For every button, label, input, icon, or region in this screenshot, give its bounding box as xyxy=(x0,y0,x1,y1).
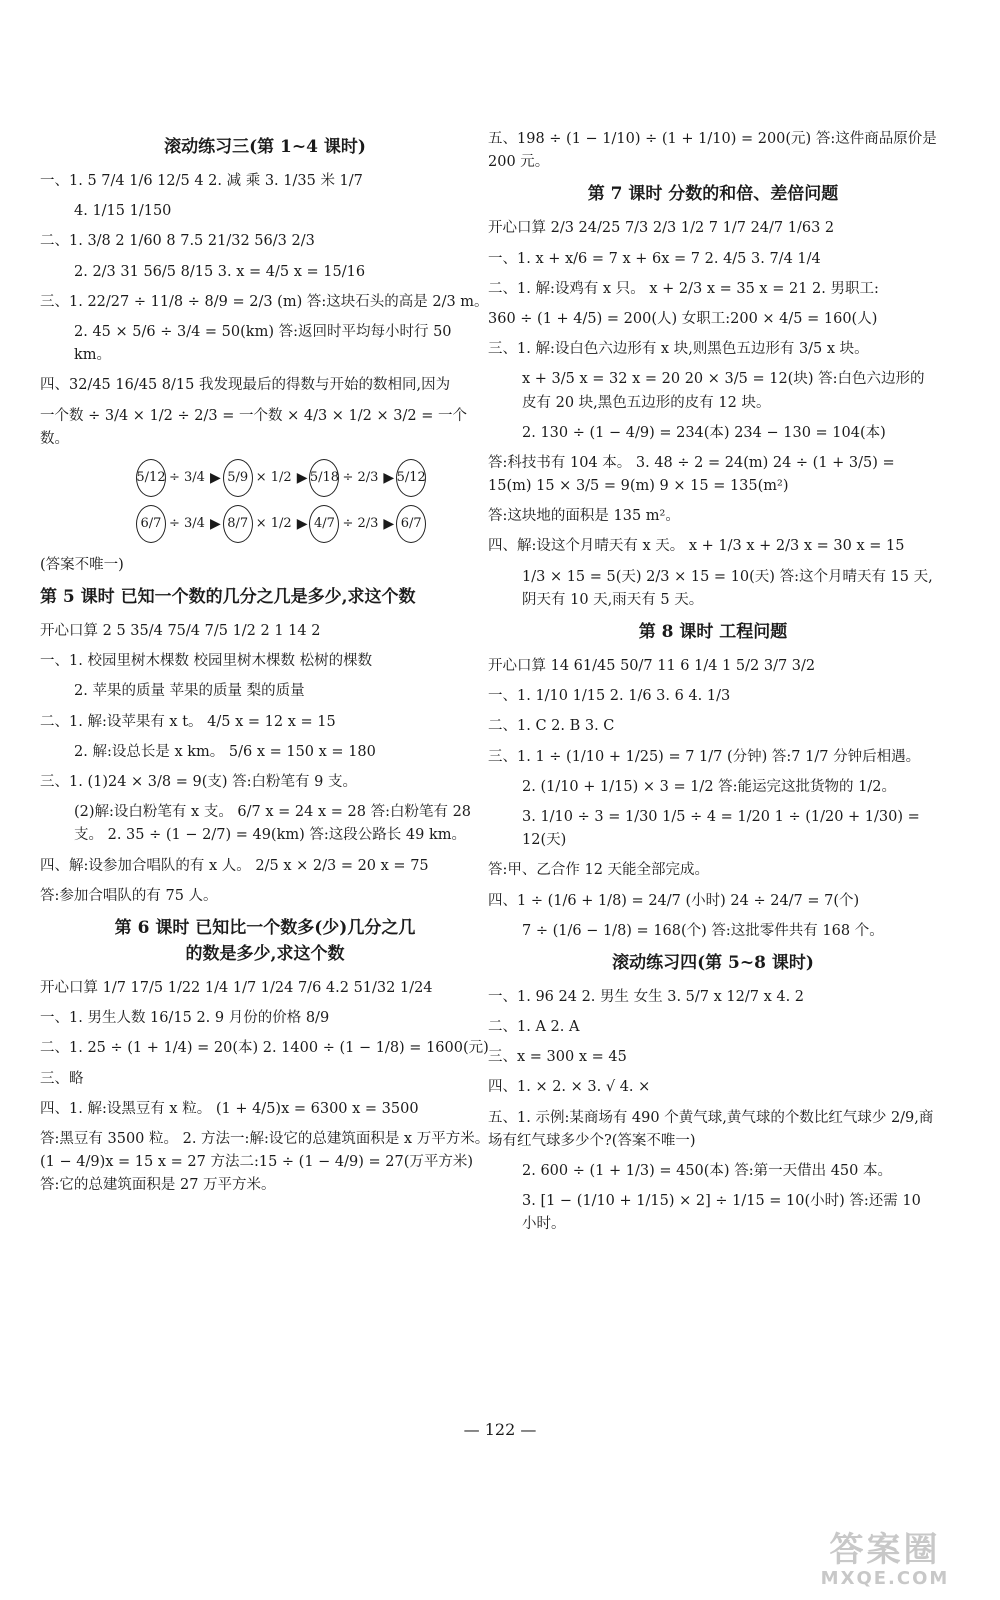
answer-line: 三、1. 解:设白色六边形有 x 块,则黑色五边形有 3/5 x 块。 xyxy=(488,341,869,358)
answer-line: 一个数 ÷ 3/4 × 1/2 ÷ 2/3 = 一个数 × 4/3 × 1/2 × 3/2 = 一个数。 xyxy=(40,407,467,447)
answer-line: 开心口算 14 61/45 50/7 11 6 1/4 1 5/2 3/7 3/2 xyxy=(488,658,816,674)
answer-line: 二、1. C 2. B 3. C xyxy=(488,718,615,735)
answer-line: 四、解:设这个月晴天有 x 天。 x + 1/3 x + 2/3 x = 30 x = 15 xyxy=(488,538,905,555)
answer-line: 二、1. 解:设鸡有 x 只。 x + 2/3 x = 35 x = 21 2. 男职工: xyxy=(488,280,879,297)
answer-line: 一、1. 1/10 1/15 2. 1/6 3. 6 4. 1/3 xyxy=(488,688,731,705)
watermark-logo xyxy=(790,1532,980,1592)
section-title: 第 8 课时 工程问题 xyxy=(638,622,788,642)
answer-line: 四、1 ÷ (1/6 + 1/8) = 24/7 (小时) 24 ÷ 24/7 = 7(个) xyxy=(488,892,860,909)
answer-line: 2. 130 ÷ (1 − 4/9) = 234(本) 234 − 130 = 104(本) xyxy=(522,424,886,441)
operation-chain xyxy=(136,504,490,544)
answer-line: 答:科技书有 104 本。 3. 48 ÷ 2 = 24(m) 24 ÷ (1 + 3/5) = 15(m) 15 × 3/5 = 9(m) 9 × 15 = 135(m²) xyxy=(488,454,895,495)
operation-label: ÷ 3/4 xyxy=(169,470,205,486)
page-number: — 122 — xyxy=(463,1420,537,1439)
operation-chain xyxy=(136,458,490,498)
answer-line: 三、1. 1 ÷ (1/10 + 1/25) = 7 1/7 (分钟) 答:7 1/7 分钟后相遇。 xyxy=(488,748,921,765)
arrow-icon: ▶ xyxy=(383,469,395,486)
answer-line: 五、198 ÷ (1 − 1/10) ÷ (1 + 1/10) = 200(元) 答:这件商品原价是 200 元。 xyxy=(488,131,937,171)
answer-line: 2. (1/10 + 1/15) × 3 = 1/2 答:能运完这批货物的 1/2。 xyxy=(522,778,896,795)
operation-diagram xyxy=(136,458,490,544)
answer-line: 3. [1 − (1/10 + 1/15) × 2] ÷ 1/15 = 10(小时) 答:还需 10 小时。 xyxy=(522,1193,921,1233)
answer-line: 一、1. 校园里树木棵数 校园里树木棵数 松树的棵数 xyxy=(40,653,373,670)
answer-line: 答:黑豆有 3500 粒。 2. 方法一:解:设它的总建筑面积是 x 万平方米。 (1 − 4/9)x = 15 x = 27 方法二:15 ÷ (1 − 4/9) = 27(万平方米) 答:它的总建筑面积是 27 万平方米。 xyxy=(40,1130,490,1194)
answer-line: 二、1. 解:设苹果有 x t。 4/5 x = 12 x = 15 xyxy=(40,713,336,730)
answer-line: 1/3 × 15 = 5(天) 2/3 × 15 = 10(天) 答:这个月晴天有 15 天,阴天有 10 天,雨天有 5 天。 xyxy=(522,568,933,608)
left-column xyxy=(40,128,490,1204)
operation-label: ÷ 2/3 xyxy=(342,470,379,486)
section-title: 第 5 课时 已知一个数的几分之几是多少,求这个数 xyxy=(40,587,416,608)
answer-line: 四、32/45 16/45 8/15 我发现最后的得数与开始的数相同,因为 xyxy=(40,377,451,394)
note-line: (答案不唯一) xyxy=(40,556,124,573)
number-circle: 4/7 xyxy=(309,505,339,543)
number-circle: 5/12 xyxy=(136,459,166,497)
arrow-icon: ▶ xyxy=(209,515,221,532)
answer-line: 二、1. A 2. A xyxy=(488,1019,580,1036)
answer-line: 一、1. 男生人数 16/15 2. 9 月份的价格 8/9 xyxy=(40,1010,330,1027)
answer-line: 4. 1/15 1/150 xyxy=(74,203,172,220)
arrow-icon: ▶ xyxy=(383,515,395,532)
answer-line: 三、1. 22/27 ÷ 11/8 ÷ 8/9 = 2/3 (m) 答:这块石头的高是 2/3 m。 xyxy=(40,293,489,310)
answer-line: 四、解:设参加合唱队的有 x 人。 2/5 x × 2/3 = 20 x = 75 xyxy=(40,857,429,874)
operation-label: ÷ 2/3 xyxy=(342,516,379,532)
answer-line: 2. 苹果的质量 苹果的质量 梨的质量 xyxy=(74,683,305,700)
operation-label: ÷ 3/4 xyxy=(169,516,205,532)
answer-line: 三、略 xyxy=(40,1070,84,1087)
watermark-text: 答案圈 xyxy=(829,1530,941,1570)
answer-line: 2. 45 × 5/6 ÷ 3/4 = 50(km) 答:返回时平均每小时行 50 km。 xyxy=(74,323,452,364)
answer-line: 答:这块地的面积是 135 m²。 xyxy=(488,508,680,525)
answer-line: 360 ÷ (1 + 4/5) = 200(人) 女职工:200 × 4/5 = 160(人) xyxy=(488,310,878,327)
operation-label: × 1/2 xyxy=(255,470,292,486)
answer-line: 四、1. × 2. × 3. √ 4. × xyxy=(488,1079,651,1096)
answer-line: x + 3/5 x = 32 x = 20 20 × 3/5 = 12(块) 答:白色六边形的皮有 20 块,黑色五边形的皮有 12 块。 xyxy=(522,371,925,411)
section-title: 第 6 课时 已知比一个数多(少)几分之几 xyxy=(114,917,416,938)
answer-line: (2)解:设白粉笔有 x 支。 6/7 x = 24 x = 28 答:白粉笔有 28 支。 2. 35 ÷ (1 − 2/7) = 49(km) 答:这段公路长 49 km。 xyxy=(74,804,472,844)
number-circle: 6/7 xyxy=(396,505,426,543)
answer-line: 开心口算 1/7 17/5 1/22 1/4 1/7 1/24 7/6 4.2 51/32 1/24 xyxy=(40,979,433,996)
answer-line: 2. 解:设总长是 x km。 5/6 x = 150 x = 180 xyxy=(74,743,376,760)
answer-line: 二、1. 3/8 2 1/60 8 7.5 21/32 56/3 2/3 xyxy=(40,233,315,250)
number-circle: 8/7 xyxy=(223,505,253,543)
arrow-icon: ▶ xyxy=(296,469,308,486)
answer-line: 三、1. (1)24 × 3/8 = 9(支) 答:白粉笔有 9 支。 xyxy=(40,774,357,790)
section-title: 滚动练习三(第 1~4 课时) xyxy=(164,137,366,157)
number-circle: 5/12 xyxy=(396,459,426,497)
section-title: 第 7 课时 分数的和倍、差倍问题 xyxy=(587,184,839,205)
number-circle: 5/18 xyxy=(309,459,339,497)
answer-line: 7 ÷ (1/6 − 1/8) = 168(个) 答:这批零件共有 168 个。 xyxy=(522,922,884,939)
number-circle: 6/7 xyxy=(136,505,166,543)
right-column xyxy=(488,128,938,1244)
answer-line: 一、1. x + x/6 = 7 x + 6x = 7 2. 4/5 3. 7/4 1/4 xyxy=(488,250,821,267)
answer-line: 五、1. 示例:某商场有 490 个黄气球,黄气球的个数比红气球少 2/9,商场有红气球多少个?(答案不唯一) xyxy=(488,1109,934,1149)
answer-line: 开心口算 2/3 24/25 7/3 2/3 1/2 7 1/7 24/7 1/63 2 xyxy=(488,220,835,237)
section-title: 的数是多少,求这个数 xyxy=(185,943,345,964)
arrow-icon: ▶ xyxy=(209,469,221,486)
answer-line: 2. 600 ÷ (1 + 1/3) = 450(本) 答:第一天借出 450 本。 xyxy=(522,1163,892,1179)
answer-line: 二、1. 25 ÷ (1 + 1/4) = 20(本) 2. 1400 ÷ (1 − 1/8) = 1600(元) xyxy=(40,1040,489,1057)
answer-line: 四、1. 解:设黑豆有 x 粒。 (1 + 4/5)x = 6300 x = 3500 xyxy=(40,1100,419,1117)
answer-line: 开心口算 2 5 35/4 75/4 7/5 1/2 2 1 14 2 xyxy=(40,623,321,640)
answer-line: 一、1. 96 24 2. 男生 女生 3. 5/7 x 12/7 x 4. 2 xyxy=(488,988,805,1005)
watermark-domain: MXQE.COM xyxy=(820,1568,950,1589)
answer-line: 一、1. 5 7/4 1/6 12/5 4 2. 减 乘 3. 1/35 米 1/7 xyxy=(40,173,363,189)
answer-line: 2. 2/3 31 56/5 8/15 3. x = 4/5 x = 15/16 xyxy=(74,263,366,280)
answer-line: 三、x = 300 x = 45 xyxy=(488,1049,627,1066)
answer-line: 答:甲、乙合作 12 天能全部完成。 xyxy=(488,862,710,879)
arrow-icon: ▶ xyxy=(296,515,308,532)
answer-line: 3. 1/10 ÷ 3 = 1/30 1/5 ÷ 4 = 1/20 1 ÷ (1/20 + 1/30) = 12(天) xyxy=(522,808,920,849)
operation-label: × 1/2 xyxy=(255,516,292,532)
answer-line: 答:参加合唱队的有 75 人。 xyxy=(40,887,218,904)
section-title: 滚动练习四(第 5~8 课时) xyxy=(612,952,814,973)
number-circle: 5/9 xyxy=(223,459,253,497)
